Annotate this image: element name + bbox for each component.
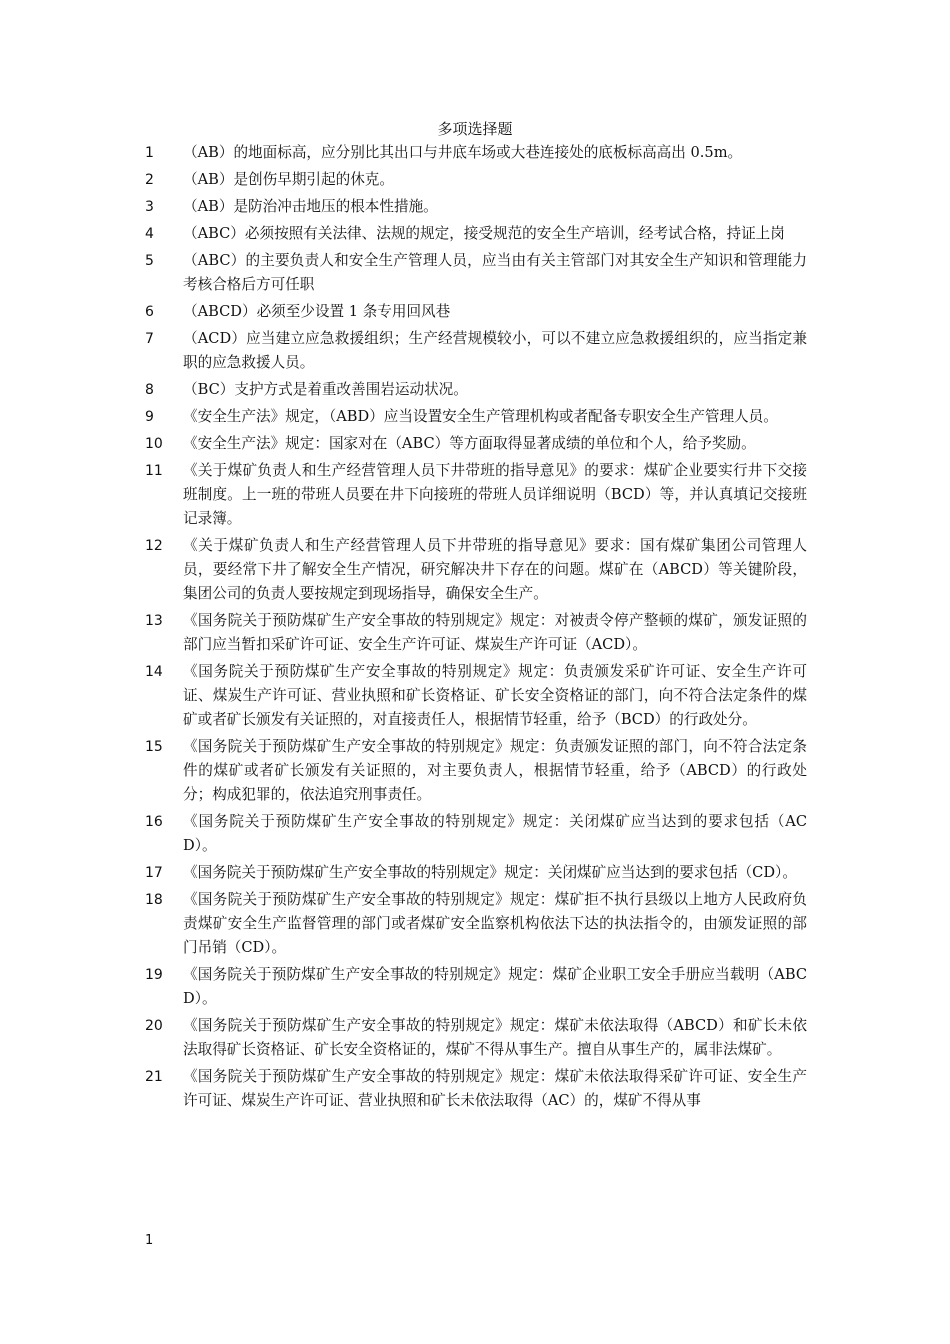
item-text: 《国务院关于预防煤矿生产安全事故的特别规定》规定：关闭煤矿应当达到的要求包括（ACD）。 [183, 813, 807, 854]
item-number: 14 [145, 664, 163, 680]
item-number: 20 [145, 1018, 163, 1034]
list-item [145, 432, 807, 456]
list-item [145, 327, 807, 375]
list-item [145, 222, 807, 246]
list-item [145, 1065, 807, 1113]
item-text: 《安全生产法》规定，（ABD）应当设置安全生产管理机构或者配备专职安全生产管理人员。 [183, 408, 778, 425]
list-item [145, 195, 807, 219]
list-item [145, 810, 807, 858]
item-number: 16 [145, 814, 163, 830]
item-text: 《安全生产法》规定：国家对在（ABC）等方面取得显著成绩的单位和个人，给予奖励。 [183, 435, 756, 452]
item-text: 《国务院关于预防煤矿生产安全事故的特别规定》规定：负责颁发采矿许可证、安全生产许可证、煤炭生产许可证、营业执照和矿长资格证、矿长安全资格证的部门，向不符合法定条件的煤矿或者矿长颁发有关证照的，对直接责任人，根据情节轻重，给予（BCD）的行政处分。 [183, 663, 807, 728]
item-number: 4 [145, 226, 154, 242]
item-number: 9 [145, 409, 154, 425]
item-number: 11 [145, 463, 163, 479]
list-item [145, 861, 807, 885]
item-text: 《关于煤矿负责人和生产经营管理人员下井带班的指导意见》要求：国有煤矿集团公司管理人员，要经常下井了解安全生产情况，研究解决井下存在的问题。煤矿在（ABCD）等关键阶段，集团公司的负责人要按规定到现场指导，确保安全生产。 [183, 537, 807, 602]
page-number: 1 [145, 1233, 154, 1248]
item-text: 《国务院关于预防煤矿生产安全事故的特别规定》规定：煤矿未依法取得采矿许可证、安全生产许可证、煤炭生产许可证、营业执照和矿长未依法取得（AC）的，煤矿不得从事 [183, 1068, 807, 1109]
item-text: （AB）是创伤早期引起的休克。 [183, 171, 394, 188]
item-text: 《关于煤矿负责人和生产经营管理人员下井带班的指导意见》的要求：煤矿企业要实行井下交接班制度。上一班的带班人员要在井下向接班的带班人员详细说明（BCD）等，并认真填记交接班记录簿。 [183, 462, 807, 527]
list-item [145, 660, 807, 732]
item-text: 《国务院关于预防煤矿生产安全事故的特别规定》规定：煤矿企业职工安全手册应当载明（ABCD）。 [183, 966, 807, 1007]
item-text: （BC）支护方式是着重改善围岩运动状况。 [183, 381, 468, 398]
item-number: 17 [145, 865, 163, 881]
item-number: 19 [145, 967, 163, 983]
item-number: 18 [145, 892, 163, 908]
list-item [145, 963, 807, 1011]
item-text: 《国务院关于预防煤矿生产安全事故的特别规定》规定：煤矿未依法取得（ABCD）和矿长未依法取得矿长资格证、矿长安全资格证的，煤矿不得从事生产。擅自从事生产的，属非法煤矿。 [183, 1017, 807, 1058]
item-text: （ACD）应当建立应急救援组织；生产经营规模较小，可以不建立应急救援组织的，应当指定兼职的应急救援人员。 [183, 330, 807, 371]
question-list [145, 141, 807, 1116]
list-item [145, 405, 807, 429]
list-item [145, 141, 807, 165]
item-number: 3 [145, 199, 154, 215]
list-item [145, 609, 807, 657]
list-item [145, 249, 807, 297]
item-number: 12 [145, 538, 163, 554]
item-text: （ABC）必须按照有关法律、法规的规定，接受规范的安全生产培训，经考试合格，持证上岗 [183, 225, 785, 242]
item-number: 2 [145, 172, 154, 188]
item-number: 15 [145, 739, 163, 755]
item-text: 《国务院关于预防煤矿生产安全事故的特别规定》规定：关闭煤矿应当达到的要求包括（CD）。 [183, 864, 797, 881]
item-number: 7 [145, 331, 154, 347]
item-number: 6 [145, 304, 154, 320]
item-number: 8 [145, 382, 154, 398]
item-text: 《国务院关于预防煤矿生产安全事故的特别规定》规定：煤矿拒不执行县级以上地方人民政府负责煤矿安全生产监督管理的部门或者煤矿安全监察机构依法下达的执法指令的，由颁发证照的部门吊销（CD）。 [183, 891, 807, 956]
item-text: （ABC）的主要负责人和安全生产管理人员，应当由有关主管部门对其安全生产知识和管理能力考核合格后方可任职 [183, 252, 807, 293]
item-text: （ABCD）必须至少设置 1 条专用回风巷 [183, 303, 451, 320]
item-text: 《国务院关于预防煤矿生产安全事故的特别规定》规定：对被责令停产整顿的煤矿，颁发证照的部门应当暂扣采矿许可证、安全生产许可证、煤炭生产许可证（ACD）。 [183, 612, 807, 653]
list-item [145, 735, 807, 807]
list-item [145, 534, 807, 606]
item-number: 13 [145, 613, 163, 629]
item-number: 21 [145, 1069, 163, 1085]
list-item [145, 168, 807, 192]
list-item [145, 300, 807, 324]
list-item [145, 378, 807, 402]
item-text: （AB）是防治冲击地压的根本性措施。 [183, 198, 438, 215]
item-number: 10 [145, 436, 163, 452]
list-item [145, 1014, 807, 1062]
item-text: 《国务院关于预防煤矿生产安全事故的特别规定》规定：负责颁发证照的部门，向不符合法定条件的煤矿或者矿长颁发有关证照的，对主要负责人，根据情节轻重，给予（ABCD）的行政处分；构成犯罪的，依法追究刑事责任。 [183, 738, 807, 803]
item-number: 1 [145, 145, 154, 161]
item-number: 5 [145, 253, 154, 269]
list-item [145, 888, 807, 960]
list-item [145, 459, 807, 531]
item-text: （AB）的地面标高，应分别比其出口与井底车场或大巷连接处的底板标高高出 0.5m。 [183, 144, 743, 161]
page-title: 多项选择题 [437, 120, 513, 138]
